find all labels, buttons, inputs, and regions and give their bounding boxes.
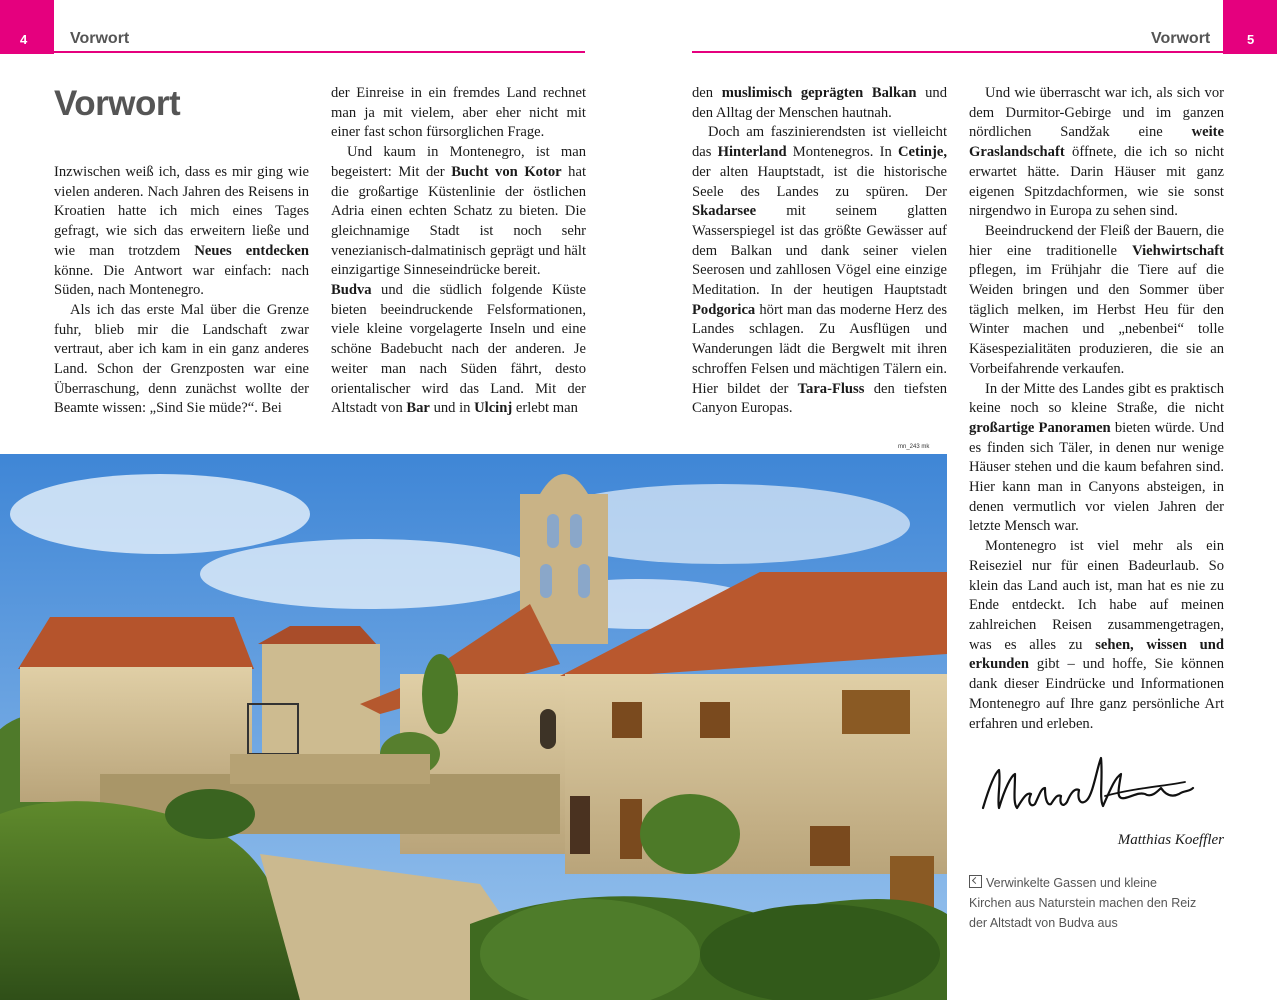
- article-title: Vorwort: [54, 84, 181, 123]
- text-column-4: [969, 84, 1224, 734]
- arrow-left-icon: [969, 875, 982, 888]
- paragraph: Als ich das erste Mal über die Grenze fuhr, blieb mir die Landschaft zwar vertraut, aber ich kam in ein ganz anderes Land. Schon der Grenzposten war eine Überraschung, denn zunächst wollte der Beamte wissen: „Sind Sie müde?“. Bei: [54, 301, 309, 417]
- photo-credit: mn_243 mk: [898, 444, 930, 450]
- paragraph: der Einreise in ein fremdes Land rechnet man ja mit vielem, aber eher nicht mit einer fast schon fürsorglichen Frage.: [331, 85, 586, 141]
- text-column-3: [692, 84, 947, 419]
- photo-illustration: [0, 454, 947, 1000]
- author-name: Matthias Koeffler: [1117, 832, 1224, 848]
- paragraph: Beeindruckend der Fleiß der Bauern, die hier eine traditionelle Viehwirtschaft pflegen, im Frühjahr die Tiere auf die Weiden bringen und den Sommer über täglich melken, im Herbst Heu für den Winter machen und „nebenbei“ tolle Käsespezialitäten produzieren, die sie an Vorbeifahrende verkaufen.: [969, 222, 1224, 377]
- paragraph: Doch am faszinierendsten ist vielleicht das Hinterland Montenegros. In Cetinje, der alten Hauptstadt, ist die historische Seele des Landes zu spüren. Der Skadarsee mit seinem glatten Wasserspiegel ist das größte Gewässer auf dem Balkan und dank seiner vielen Seerosen und zahllosen Vögel eine einzige Meditation. In der heutigen Hauptstadt Podgorica hört man das moderne Herz des Landes schlagen. Zu Ausflügen und Wanderungen lädt die Bergwelt mit ihren schroffen Felsen und mächtigen Tälern ein. Hier bildet der Tara-Fluss den tiefsten Canyon Europas.: [692, 124, 948, 417]
- right-running-head: Vorwort: [1151, 30, 1211, 47]
- paragraph: Montenegro ist viel mehr als ein Reiseziel nur für einen Badeurlaub. So klein das Land auch ist, man hat es nie zu Ende entdeckt. Ich habe auf meinen zahlreichen Reisen zusammengetragen, was es alles zu sehen, wissen und erkunden gibt – und hoffe, Sie können dank dieser Eindrücke und Informationen Montenegro auf Ihre ganz persönliche Art erfahren und erleben.: [969, 538, 1224, 732]
- right-page-number: 5: [1247, 32, 1255, 47]
- author-signature: [975, 748, 1205, 833]
- paragraph: Inzwischen weiß ich, dass es mir ging wie vielen anderen. Nach Jahren des Reisens in Kroatien hatte ich mich eines Tages gefragt, wie sich das erweitern ließe und wie man trotzdem Neues entdecken könne. Die Antwort war einfach: nach Süden, nach Montenegro.: [54, 164, 309, 299]
- left-page-number: 4: [20, 32, 28, 47]
- paragraph: Und wie überrascht war ich, als sich vor dem Durmitor-Gebirge und im ganzen nördlichen Sandžak eine weite Graslandschaft öffnete, die ich so nicht erwartet hätte. Darin Häuser mit ganz eigenen Spitzdachformen, wie sie sonst nirgendwo in Europa zu sehen sind.: [969, 85, 1224, 220]
- budva-old-town-photo: [0, 454, 947, 1000]
- paragraph: Und kaum in Montenegro, ist man begeistert: Mit der Bucht von Kotor hat die großartige Küstenlinie der östlichen Adria einen echten Schatz zu bieten. Die gleichnamige Stadt ist noch sehr venezianisch-dalmatinisch geprägt und hält einzigartige Sinneseindrücke bereit.: [331, 144, 586, 279]
- right-header-rule: [692, 51, 1223, 53]
- text-column-1: [54, 163, 309, 419]
- paragraph: In der Mitte des Landes gibt es praktisch keine noch so kleine Straße, die nicht großartige Panoramen bieten würde. Und es finden sich Täler, in denen nur wenige Häuser stehen und die kaum befahren sind. Hier kann man in Canyons absteigen, in denen vermutlich vor vielen Jahren der letzte Mensch war.: [969, 380, 1225, 535]
- photo-caption: Verwinkelte Gassen und kleine Kirchen aus Naturstein machen den Reiz der Altstadt von Budva aus: [969, 876, 1197, 930]
- left-running-head: Vorwort: [70, 30, 130, 47]
- paragraph: den muslimisch geprägten Balkan und den Alltag der Menschen hautnah.: [692, 85, 947, 121]
- text-column-2: [331, 84, 586, 419]
- left-header-rule: [54, 51, 585, 53]
- paragraph: Budva und die südlich folgende Küste bieten beeindruckende Felsformationen, viele kleine vorgelagerte Inseln und eine schöne Badebucht nach der anderen. Je weiter man nach Süden fährt, desto orientalischer wird das Land. Mit der Altstadt von Bar und in Ulcinj erlebt man: [331, 282, 586, 417]
